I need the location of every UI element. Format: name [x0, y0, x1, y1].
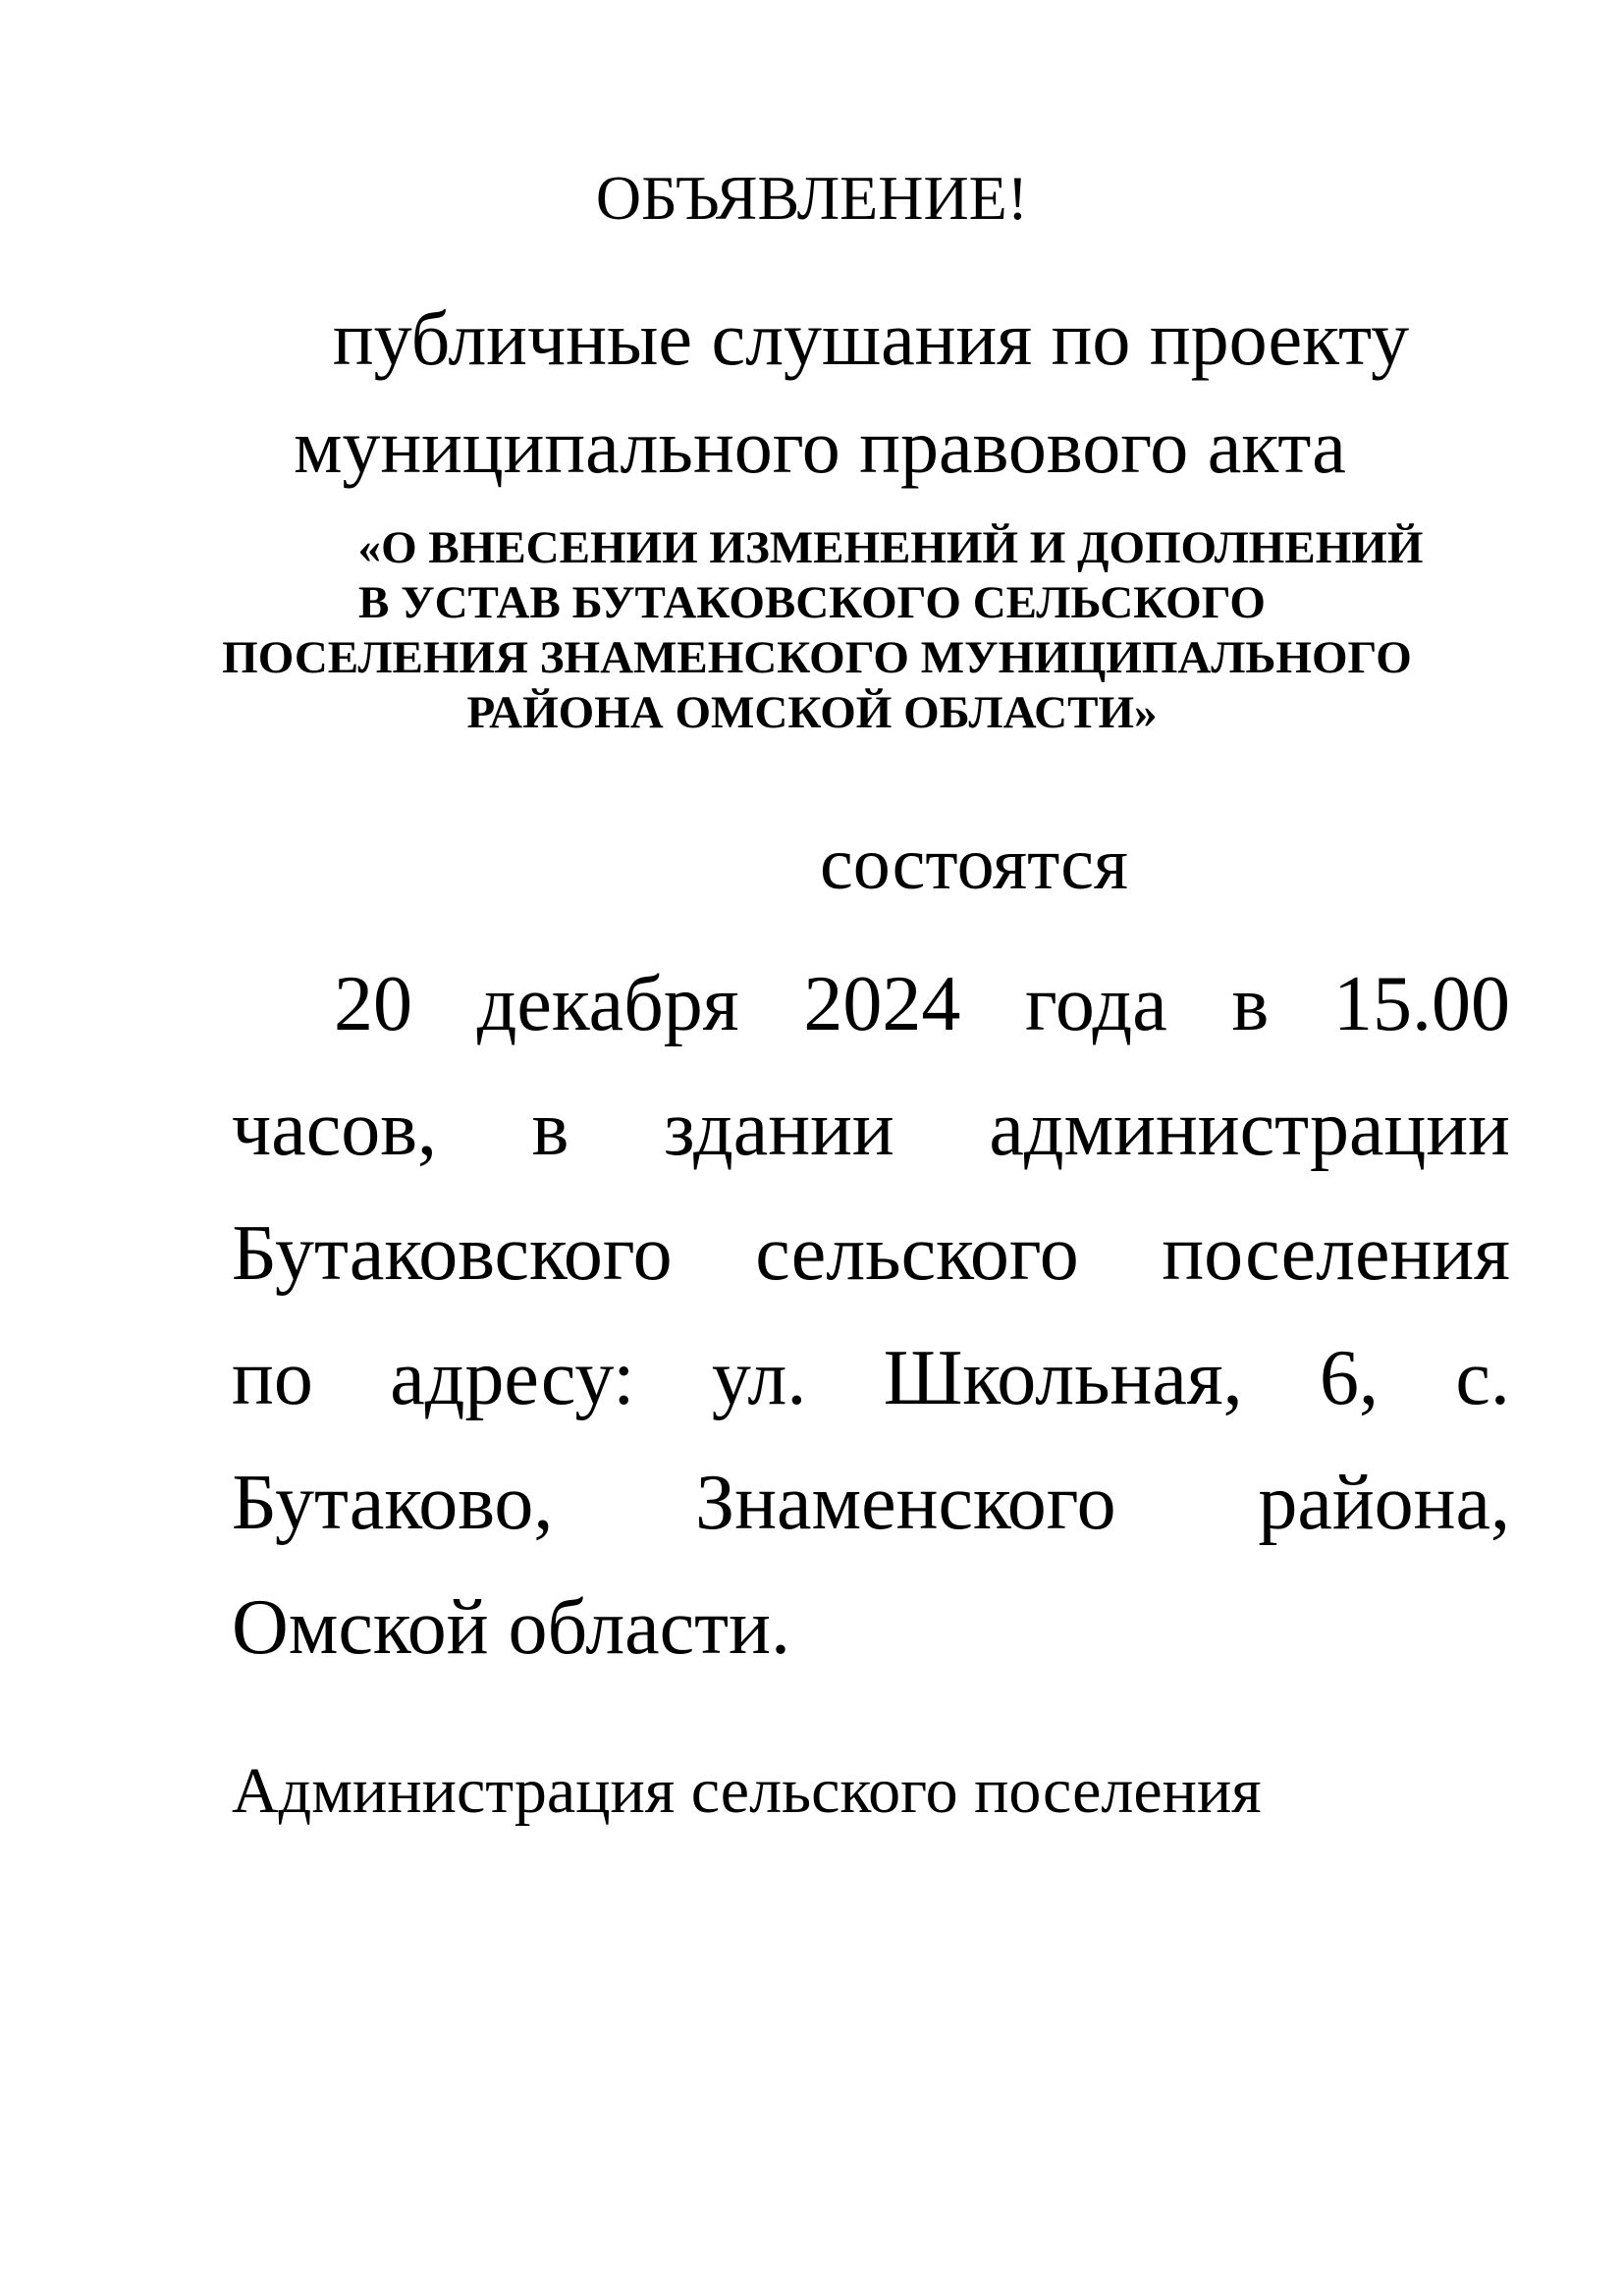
- details-word: здании: [663, 1086, 894, 1172]
- will-take-place-text: состоятся: [820, 823, 1128, 905]
- details-word: поселения: [1162, 1210, 1510, 1297]
- act-title-line-4: РАЙОНА ОМСКОЙ ОБЛАСТИ»: [466, 687, 1158, 738]
- details-word: Бутаково,: [232, 1460, 554, 1546]
- act-title: [0, 520, 1624, 740]
- act-title-line-1: «О ВНЕСЕНИИ ИЗМЕНЕНИЙ И ДОПОЛНЕНИЙ: [357, 522, 1424, 573]
- details-word: Омской области.: [232, 1584, 790, 1671]
- details-word: адресу:: [390, 1335, 635, 1421]
- details-word: Школьная,: [883, 1335, 1243, 1421]
- act-title-line-2: В УСТАВ БУТАКОВСКОГО СЕЛЬСКОГО: [357, 577, 1266, 628]
- details-word: года: [1025, 961, 1167, 1047]
- act-title-line-3: ПОСЕЛЕНИЯ ЗНАМЕНСКОГО МУНИЦИПАЛЬНОГО: [222, 632, 1412, 683]
- signature: Администрация сельского поселения: [232, 1755, 1262, 1827]
- announcement-heading: ОБЪЯВЛЕНИЕ!: [595, 163, 1029, 233]
- details-word: администрации: [989, 1086, 1510, 1172]
- details-word: ул.: [711, 1335, 807, 1421]
- details-word: 20: [334, 961, 412, 1047]
- hearing-subject: [0, 285, 1624, 501]
- details-word: Знаменского: [695, 1460, 1116, 1546]
- details-word: часов,: [232, 1086, 438, 1172]
- details-row-address: [232, 1316, 1510, 1441]
- details-word: 6,: [1320, 1335, 1380, 1421]
- details-word: декабря: [476, 961, 739, 1047]
- details-word: в: [1231, 961, 1270, 1047]
- details-word: в: [531, 1086, 569, 1172]
- details-word: сельского: [755, 1210, 1079, 1297]
- subject-line-1: публичные слушания по проекту: [332, 295, 1410, 381]
- subject-line-2: муниципального правового акта: [294, 403, 1346, 489]
- details-word: Бутаковского: [232, 1210, 673, 1297]
- details-row-region: [232, 1566, 1510, 1690]
- hearing-details: [232, 942, 1510, 1690]
- details-word: 2024: [803, 961, 961, 1047]
- details-word: 15.00: [1332, 961, 1510, 1047]
- details-word: района,: [1258, 1460, 1510, 1546]
- details-row-building: [232, 1067, 1510, 1192]
- details-row-date: [232, 942, 1510, 1067]
- details-row-district: [232, 1441, 1510, 1566]
- details-word: по: [232, 1335, 313, 1421]
- details-word: с.: [1455, 1335, 1510, 1421]
- details-row-settlement: [232, 1192, 1510, 1316]
